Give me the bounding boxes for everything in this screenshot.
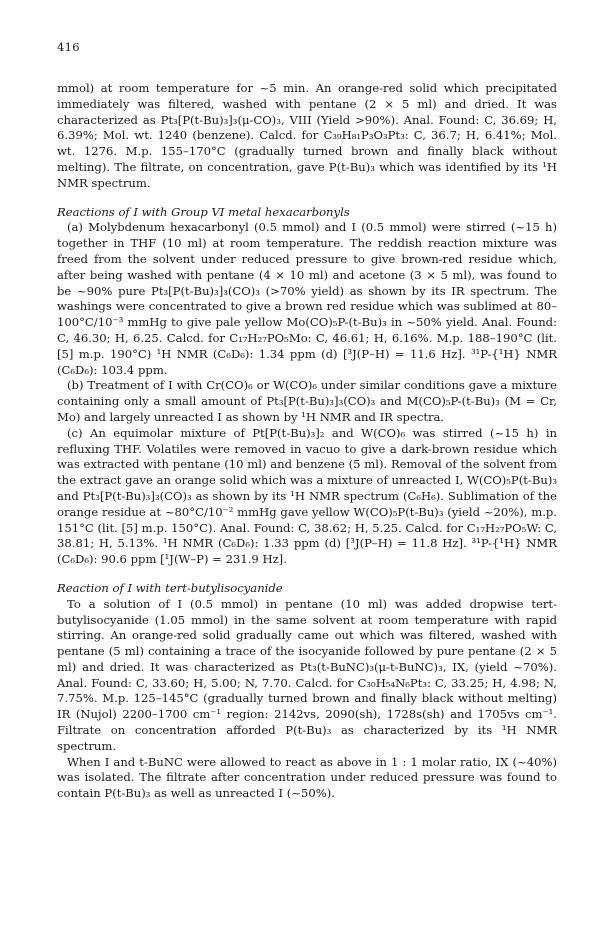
- paragraph-isocyanide-reaction: To a solution of I (0.5 mmol) in pentane (10 ml) was added dropwise tert-butylisocyanide (1.05 mmol) in the same solvent at room temperature with rapid stirring. An orange-red solid gradually came out which was filtered, washed with pentane (5 ml) containing a trace of the isocyanide followed by pure pentane (2 × 5 ml) and dried. It was characterized as Pt₃(t-BuNC)₃(μ-t-BuNC)₃, IX, (yield ~70%). Anal. Found: C, 33.60; H, 5.00; N, 7.70. Calcd. for C₃₀H₅₄N₆Pt₃: C, 33.25; H, 4.98; N, 7.75%. M.p. 125–145°C (gradually turned brown and finally black without melting) IR (Nujol) 2200–1700 cm⁻¹ region: 2142vs, 2090(sh), 1728s(sh) and 1705vs cm⁻¹. Filtrate on concentration afforded P(t-Bu)₃ as characterized by its ¹H NMR spectrum.: [57, 596, 557, 753]
- paragraph-continuation: mmol) at room temperature for ~5 min. An orange-red solid which precipitated immediately was filtered, washed with pentane (2 × 5 ml) and dried. It was characterized as Pt₃[P(t-Bu)₃]₃(μ-CO)₃, VIII (Yield >90%). Anal. Found: C, 36.69; H, 6.39%; Mol. wt. 1240 (benzene). Calcd. for C₃₉H₈₁P₃O₃Pt₃: C, 36.7; H, 6.41%; Mol. wt. 1276. M.p. 155–170°C (gradually turned brown and finally black without melting). The filtrate, on concentration, gave P(t-Bu)₃ which was identified by its ¹H NMR spectrum.: [57, 81, 557, 190]
- journal-page: [57, 40, 557, 802]
- paragraph-chromium-tungsten: (b) Treatment of I with Cr(CO)₆ or W(CO)₆ under similar conditions gave a mixture containing only a small amount of Pt₃[P(t-Bu)₃]₃(CO)₃ and M(CO)₅P-(t-Bu)₃ (M = Cr, Mo) and largely unreacted I as shown by ¹H NMR and IR spectra.: [57, 378, 557, 424]
- section-heading-isocyanide: Reaction of I with tert-butylisocyanide: [57, 580, 283, 595]
- paragraph-equimolar-mixture: (c) An equimolar mixture of Pt[P(t-Bu)₃]₂ and W(CO)₆ was stirred (~15 h) in refluxing THF. Volatiles were removed in vacuo to give a dark-brown residue which was extracted with pentane (10 ml) and benzene (5 ml). Removal of the solvent from the extract gave an orange solid which was a mixture of unreacted I, W(CO)₅P(t-Bu)₃ and Pt₃[P(t-Bu)₃]₃(CO)₃ as shown by its ¹H NMR spectrum (C₆H₆). Sublimation of the orange residue at ~80°C/10⁻² mmHg gave yellow W(CO)₅P(t-Bu)₃ (yield ~20%), m.p. 151°C (lit. [5] m.p. 150°C). Anal. Found: C, 38.62; H, 5.25. Calcd. for C₁₇H₂₇PO₅W: C, 38.81; H, 5.13%. ¹H NMR (C₆D₆): 1.33 ppm (d) [³J(P–H) = 11.8 Hz]. ³¹P-{¹H} NMR (C₆D₆): 90.6 ppm [¹J(W–P) = 231.9 Hz].: [57, 425, 557, 567]
- section-heading-hexacarbonyls: Reactions of I with Group VI metal hexacarbonyls: [57, 204, 350, 219]
- page-number: 416: [57, 40, 80, 54]
- paragraph-molar-ratio: When I and t-BuNC were allowed to react as above in 1 : 1 molar ratio, IX (~40%) was isolated. The filtrate after concentration under reduced pressure was found to contain P(t-Bu)₃ as well as unreacted I (~50%).: [57, 754, 557, 801]
- paragraph-molybdenum: (a) Molybdenum hexacarbonyl (0.5 mmol) and I (0.5 mmol) were stirred (~15 h) together in THF (10 ml) at room temperature. The reddish reaction mixture was freed from the solvent under reduced pressure to give brown-red residue which, after being washed with pentane (4 × 10 ml) and acetone (3 × 5 ml), was found to be ~90% pure Pt₃[P(t-Bu)₃]₃(CO)₃ (>70% yield) as shown by its IR spectrum. The washings were concentrated to give a brown red residue which was sublimed at 80–100°C/10⁻³ mmHg to give pale yellow Mo(CO)₅P-(t-Bu)₃ in ~50% yield. Anal. Found: C, 46.30; H, 6.25. Calcd. for C₁₇H₂₇PO₅Mo: C, 46.61; H, 6.16%. M.p. 188–190°C (lit. [5] m.p. 190°C) ¹H NMR (C₆D₆): 1.34 ppm (d) [³J(P–H) = 11.6 Hz]. ³¹P-{¹H} NMR (C₆D₆): 103.4 ppm.: [57, 220, 557, 377]
